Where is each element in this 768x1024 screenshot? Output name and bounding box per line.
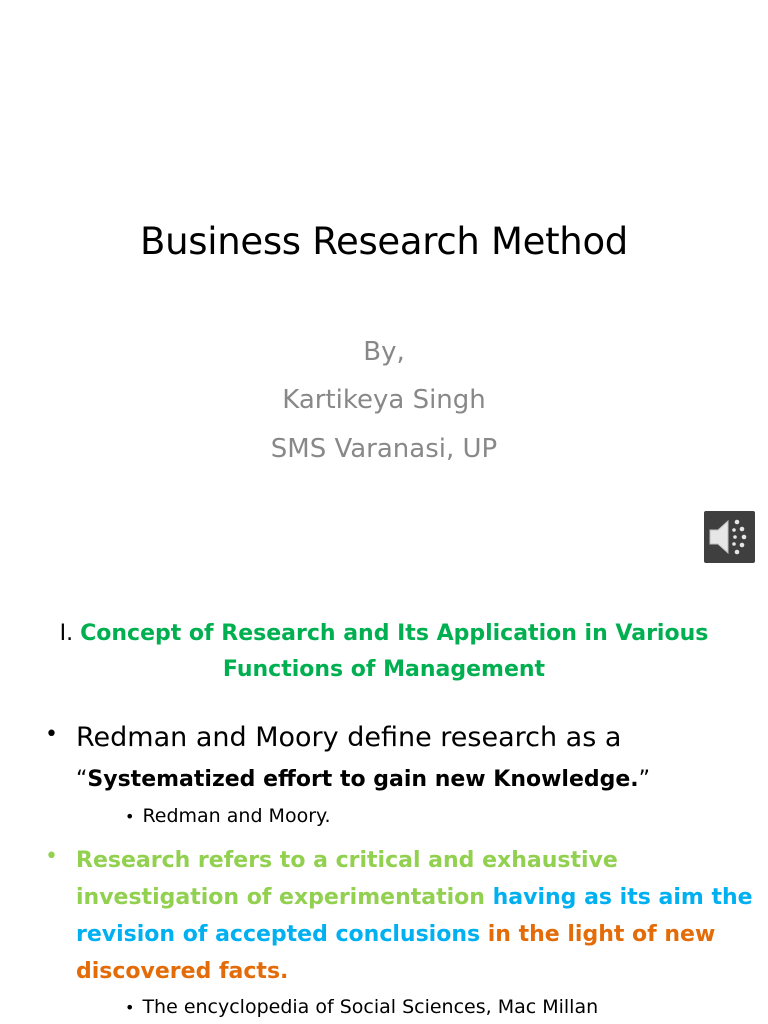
heading-line-2: Functions of Management [222, 657, 546, 682]
bullet-definition-text: Redman and Moory define research as a [76, 722, 622, 753]
quote-body: Systematized effort to gain new Knowledge. [87, 767, 639, 792]
bullet-dot: • [45, 722, 58, 747]
slide-title: Business Research Method [140, 220, 628, 263]
subtitle-institution: SMS Varanasi, UP [270, 434, 498, 464]
sub-bullet-dot: • [125, 807, 135, 826]
source-redman-text: Redman and Moory. [142, 805, 331, 827]
para-green: Research refers to a critical and exhaustive investigation of experimentation [76, 848, 618, 910]
source-encyclopedia-text: The encyclopedia of Social Sciences, Mac Millan [142, 996, 599, 1018]
section-heading [0, 616, 768, 688]
para-blue: having as its aim the revision of accepted conclusions [76, 885, 753, 947]
sub-bullet-dot: • [125, 998, 135, 1017]
speaker-icon[interactable] [704, 511, 755, 563]
bullet-dot-green: • [45, 844, 58, 869]
heading-line-1: Concept of Research and Its Application in Various [80, 621, 709, 646]
source-encyclopedia [125, 996, 598, 1018]
research-paragraph [76, 842, 756, 990]
subtitle-author: Kartikeya Singh [282, 385, 486, 415]
subtitle-by: By, [363, 337, 405, 367]
heading-number: I. [59, 621, 81, 646]
quote-open: “ [76, 767, 88, 792]
definition-quote [76, 762, 650, 798]
source-redman [125, 805, 331, 827]
para-orange: in the light of new discovered facts. [76, 922, 716, 984]
quote-close: ” [638, 767, 651, 792]
